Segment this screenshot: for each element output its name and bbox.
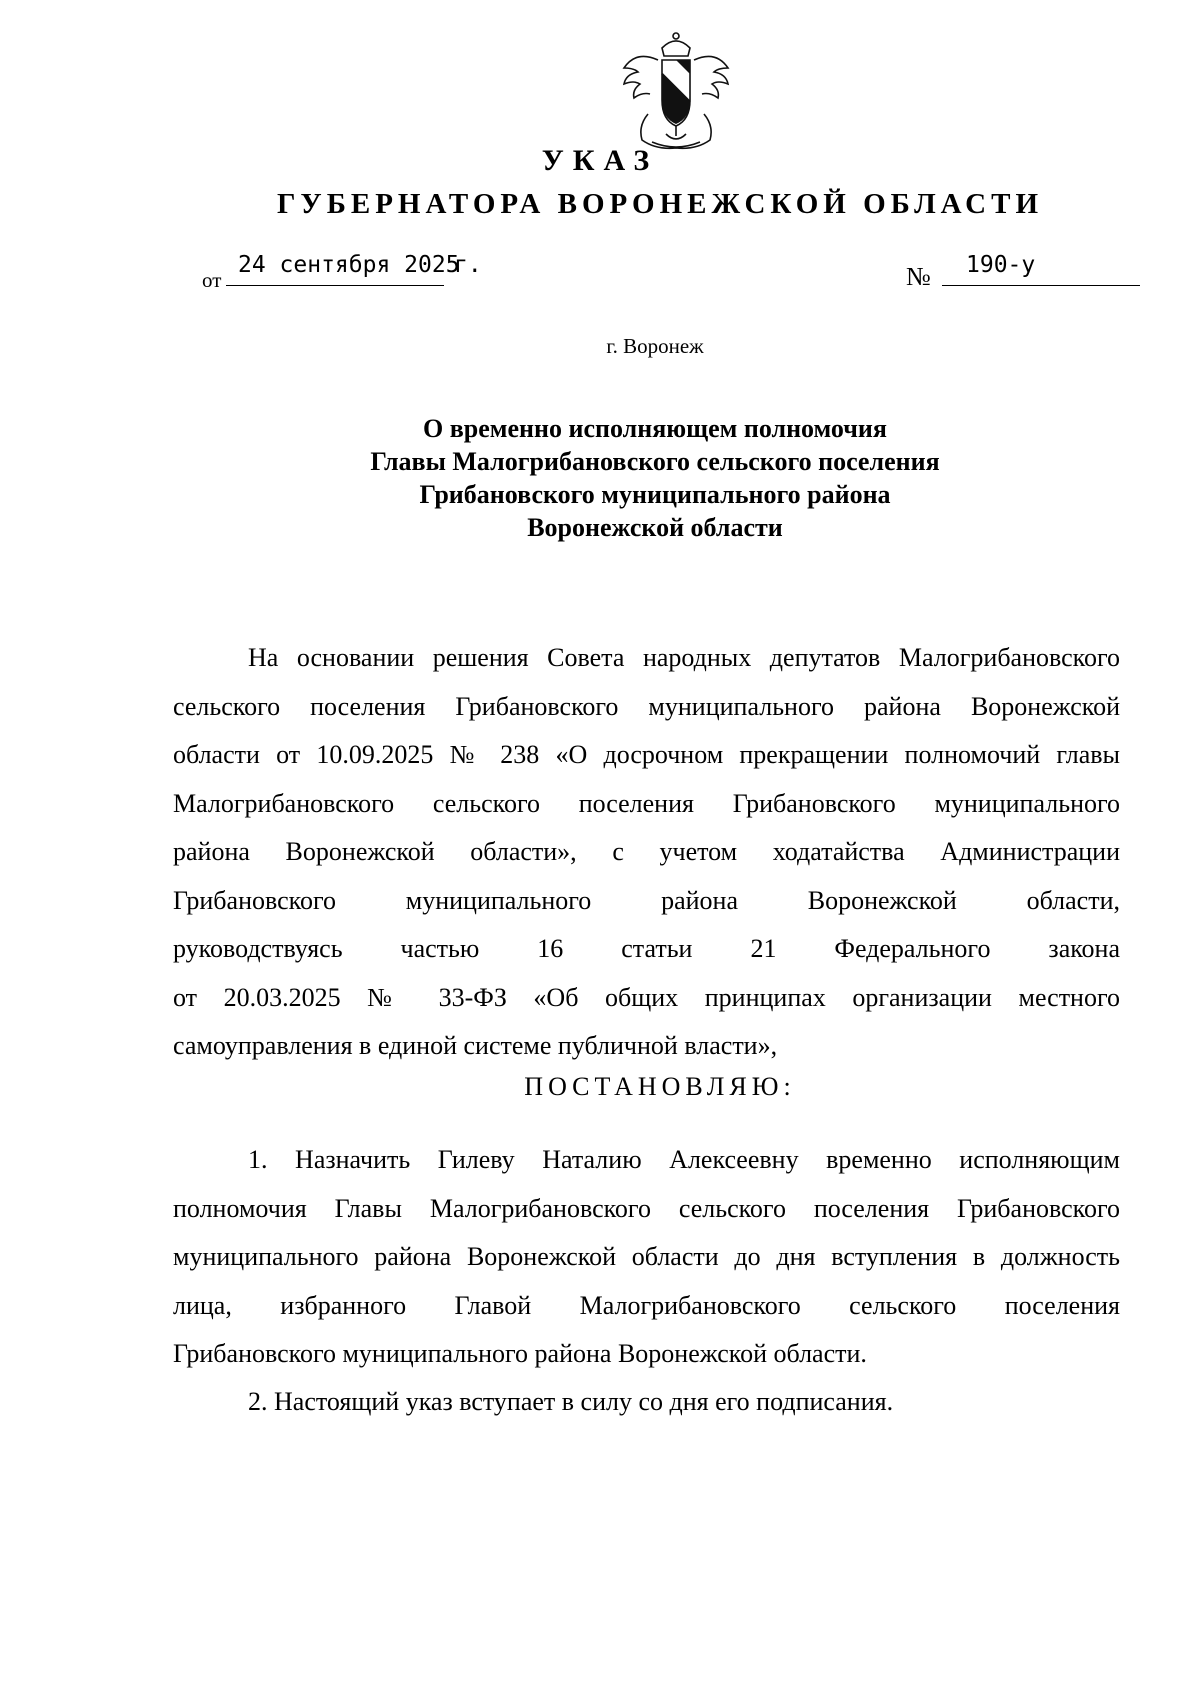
clause-1-line: полномочия Главы Малогрибановского сельского поселения Грибановского	[173, 1193, 1120, 1223]
clause-1-line: муниципального района Воронежской области до дня вступления в должность	[173, 1242, 1120, 1271]
preamble-line: руководствуясь частью 16 статьи 21 Федерального закона	[173, 934, 1120, 963]
clause-2	[173, 1378, 1120, 1427]
preamble-line: Грибановского муниципального района Воронежской области,	[173, 885, 1120, 915]
clause-1-line: 1. Назначить Гилеву Наталию Алексеевну временно исполняющим	[248, 1145, 1120, 1174]
decree-word: ПОСТАНОВЛЯЮ:	[524, 1072, 796, 1101]
document-subtitle: ГУБЕРНАТОРА ВОРОНЕЖСКОЙ ОБЛАСТИ	[276, 188, 1044, 220]
document-city: г. Воронеж	[606, 334, 704, 358]
heading-line: О временно исполняющем полномочия	[423, 414, 887, 443]
preamble-line: Малогрибановского сельского поселения Грибановского муниципального	[173, 788, 1120, 818]
number-sign: №	[906, 262, 931, 291]
heading-line: Воронежской области	[527, 513, 783, 542]
document-number: 190-у	[966, 252, 1036, 278]
date-suffix: г.	[454, 252, 482, 278]
heading-line: Грибановского муниципального района	[419, 480, 891, 509]
heading-line: Главы Малогрибановского сельского поселения	[370, 447, 940, 476]
date-prefix: от	[202, 268, 222, 292]
clause-1	[173, 1136, 1120, 1379]
document-title: УКАЗ	[541, 144, 659, 177]
preamble-line: сельского поселения Грибановского муниципального района Воронежской	[173, 691, 1120, 721]
clause-1-line: лица, избранного Главой Малогрибановского сельского поселения	[173, 1290, 1120, 1320]
document-heading	[0, 412, 1200, 544]
preamble-paragraph	[173, 634, 1120, 1071]
preamble-line: области от 10.09.2025 № 238 «О досрочном прекращении полномочий главы	[173, 740, 1120, 769]
document-date: 24 сентября 2025	[238, 252, 460, 278]
preamble-line: от 20.03.2025 № 33-ФЗ «Об общих принципах организации местного	[173, 982, 1120, 1012]
clause-2-text: 2. Настоящий указ вступает в силу со дня его подписания.	[248, 1387, 894, 1416]
clause-1-line: Грибановского муниципального района Воронежской области.	[173, 1339, 867, 1368]
preamble-line: самоуправления в единой системе публичной власти»,	[173, 1031, 778, 1060]
preamble-line: На основании решения Совета народных депутатов Малогрибановского	[248, 643, 1120, 672]
coat-of-arms-emblem	[618, 30, 734, 152]
preamble-line: района Воронежской области», с учетом ходатайства Администрации	[173, 837, 1120, 866]
